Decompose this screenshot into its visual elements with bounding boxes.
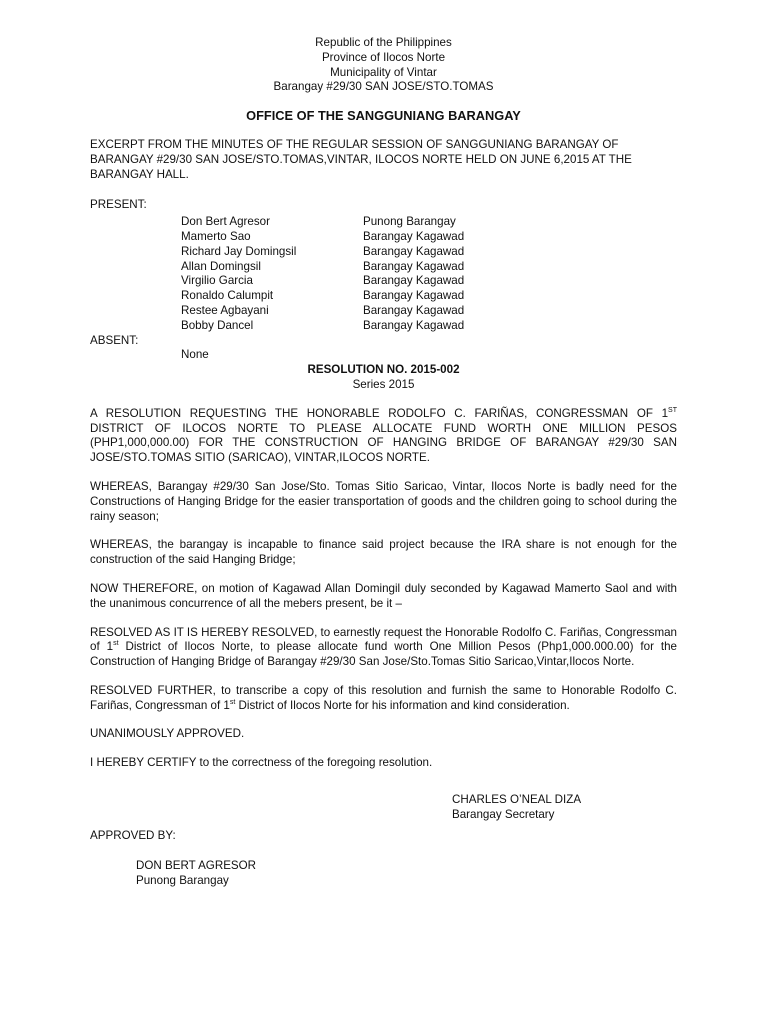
- resolution-title-part2: DISTRICT OF ILOCOS NORTE TO PLEASE ALLOCATE FUND WORTH ONE MILLION PESOS (PHP1,000,000.00) FOR THE CONSTRUCTION OF HANGING BRIDGE OF BARANGAY #29/30 SAN JOSE/STO.TOMAS SITIO (SARICAO), VINTAR,ILOCOS NORTE.: [90, 421, 677, 465]
- absent-value: None: [181, 348, 209, 362]
- resolved-part2: District of Ilocos Norte, to please allocate fund worth One Million Pesos (Php1,000.000.00) for the Construction of Hanging Bridge of Barangay #29/30 San Jose/Sto.Tomas Sitio Saricao,Vintar,Ilocos Norte.: [90, 640, 677, 669]
- resolution-number: RESOLUTION NO. 2015-002: [307, 363, 460, 377]
- ordinal-superscript: st: [229, 698, 236, 706]
- member-name: Virgilio Garcia: [181, 274, 253, 288]
- members-list: [90, 215, 677, 333]
- member-position: Barangay Kagawad: [363, 303, 465, 317]
- member-row: [90, 274, 677, 289]
- approver-title: Punong Barangay: [136, 874, 229, 888]
- member-name: Allan Domingsil: [181, 259, 261, 273]
- approved-by-label: APPROVED BY:: [90, 828, 176, 842]
- unanimous-approval: UNANIMOUSLY APPROVED.: [90, 727, 245, 741]
- approver-name: DON BERT AGRESOR: [136, 859, 257, 873]
- letterhead-municipality: Municipality of Vintar: [330, 65, 437, 79]
- member-name: Don Bert Agresor: [181, 215, 270, 229]
- member-row: [90, 245, 677, 260]
- ordinal-superscript: st: [113, 640, 119, 648]
- member-position: Barangay Kagawad: [363, 229, 465, 243]
- whereas-paragraph-1: WHEREAS, Barangay #29/30 San Jose/Sto. Tomas Sitio Saricao, Vintar, Ilocos Norte is badly need for the Constructions of Hanging Bridge for the easier transportation of goods and the children going to school during the rainy season;: [90, 479, 677, 523]
- member-name: Richard Jay Domingsil: [181, 244, 297, 258]
- resolution-series: Series 2015: [352, 377, 415, 391]
- secretary-signature-block: [452, 793, 677, 823]
- letterhead-province: Province of Ilocos Norte: [321, 50, 446, 64]
- secretary-title: Barangay Secretary: [452, 807, 555, 821]
- member-position: Barangay Kagawad: [363, 274, 465, 288]
- member-position: Barangay Kagawad: [363, 244, 465, 258]
- member-name: Mamerto Sao: [181, 229, 251, 243]
- resolved-further-part1: RESOLVED FURTHER, to transcribe a copy of this resolution and furnish the same to Honorable Rodolfo C. Fariñas, Congressman of 1: [90, 683, 677, 712]
- whereas-paragraph-2: WHEREAS, the barangay is incapable to finance said project because the IRA share is not enough for the construction of the said Hanging Bridge;: [90, 538, 677, 567]
- present-label: PRESENT:: [90, 198, 147, 212]
- member-position: Barangay Kagawad: [363, 318, 465, 332]
- member-name: Bobby Dancel: [181, 318, 254, 332]
- resolved-part1: RESOLVED AS IT IS HEREBY RESOLVED, to earnestly request the Honorable Rodolfo C. Fariñas, Congressman of 1: [90, 625, 677, 654]
- resolution-title-part1: A RESOLUTION REQUESTING THE HONORABLE RODOLFO C. FARIÑAS, CONGRESSMAN OF 1: [90, 406, 669, 420]
- resolved-further-part2: District of Ilocos Norte for his information and kind consideration.: [235, 698, 570, 712]
- letterhead-country: Republic of the Philippines: [315, 36, 452, 49]
- letterhead-barangay: Barangay #29/30 SAN JOSE/STO.TOMAS: [273, 80, 494, 94]
- member-row: [90, 260, 677, 275]
- secretary-name: CHARLES O’NEAL DIZA: [452, 793, 582, 807]
- member-row: [90, 230, 677, 245]
- document-page: [90, 36, 677, 889]
- member-row: [90, 289, 677, 304]
- member-name: Ronaldo Calumpit: [181, 289, 274, 303]
- ordinal-superscript: ST: [668, 406, 677, 414]
- letterhead: [90, 36, 677, 95]
- member-position: Punong Barangay: [363, 215, 456, 229]
- approver-signature-block: [136, 859, 677, 889]
- resolved-paragraph: [90, 626, 677, 670]
- resolved-further-paragraph: [90, 684, 677, 714]
- certification-statement: I HEREBY CERTIFY to the correctness of the foregoing resolution.: [90, 756, 433, 770]
- excerpt-paragraph: EXCERPT FROM THE MINUTES OF THE REGULAR SESSION OF SANGGUNIANG BARANGAY OF BARANGAY #29/30 SAN JOSE/STO.TOMAS,VINTAR, ILOCOS NORTE HELD ON JUNE 6,2015 AT THE BARANGAY HALL.: [90, 137, 632, 181]
- member-name: Restee Agbayani: [181, 303, 269, 317]
- office-title: OFFICE OF THE SANGGUNIANG BARANGAY: [246, 108, 521, 124]
- member-position: Barangay Kagawad: [363, 259, 465, 273]
- member-row: [90, 319, 677, 334]
- member-position: Barangay Kagawad: [363, 289, 465, 303]
- now-therefore-paragraph: NOW THEREFORE, on motion of Kagawad Allan Domingil duly seconded by Kagawad Mamerto Saol and with the unanimous concurrence of all the mebers present, be it –: [90, 581, 677, 610]
- absent-label: ABSENT:: [90, 333, 139, 347]
- resolution-title: [90, 407, 677, 466]
- member-row: [90, 304, 677, 319]
- member-row: [90, 215, 677, 230]
